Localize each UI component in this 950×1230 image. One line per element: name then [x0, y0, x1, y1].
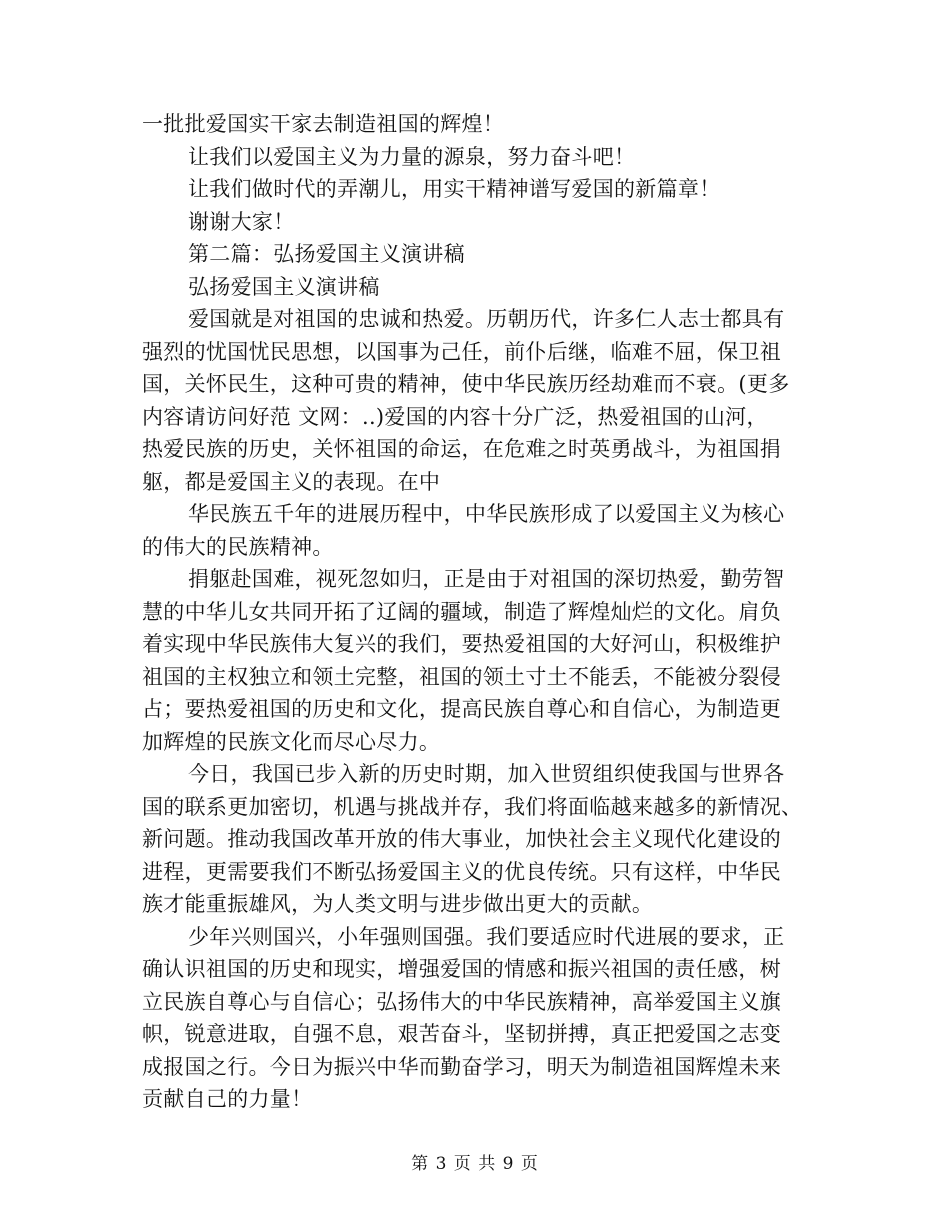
text-line: 内容请访问好范 文网：..)爱国的内容十分广泛，热爱祖国的山河， [142, 404, 768, 429]
text-line: 强烈的忧国忧民思想，以国事为己任，前仆后继，临难不屈，保卫祖 [142, 339, 781, 364]
page-footer: 第 3 页 共 9 页 [411, 1154, 539, 1174]
text-line: 贡献自己的力量！ [142, 1087, 313, 1111]
text-line: 着实现中华民族伟大复兴的我们，要热爱祖国的大好河山，积极维护 [142, 632, 781, 656]
text-line: 今日，我国已步入新的历史时期，加入世贸组织使我国与世界各 [188, 762, 785, 786]
text-line: 谢谢大家！ [188, 209, 295, 234]
text-line: 躯，都是爱国主义的表现。在中 [142, 469, 441, 494]
text-line: 华民族五千年的进展历程中，中华民族形成了以爱国主义为核心 [188, 502, 785, 526]
text-line: 的伟大的民族精神。 [142, 534, 334, 559]
text-line: 少年兴则国兴，小年强则国强。我们要适应时代进展的要求，正 [188, 924, 785, 949]
document-body [142, 108, 810, 1116]
text-line: 帜，锐意进取，自强不息，艰苦奋斗，坚韧拼搏，真正把爱国之志变 [142, 1022, 781, 1046]
text-line: 占；要热爱祖国的历史和文化，提高民族自尊心和自信心，为制造更 [142, 697, 781, 721]
text-line: 让我们做时代的弄潮儿，用实干精神谱写爱国的新篇章！ [188, 177, 721, 201]
text-line: 加辉煌的民族文化而尽心尽力。 [142, 729, 441, 754]
text-line: 爱国就是对祖国的忠诚和热爱。历朝历代，许多仁人志士都具有 [188, 307, 785, 331]
text-line: 新问题。推动我国改革开放的伟大事业，加快社会主义现代化建设的 [142, 827, 781, 851]
text-line: 国的联系更加密切，机遇与挑战并存，我们将面临越来越多的新情况、 [142, 794, 803, 819]
text-line: 慧的中华儿女共同开拓了辽阔的疆域，制造了辉煌灿烂的文化。肩负 [142, 599, 781, 624]
text-line: 确认识祖国的历史和现实，增强爱国的情感和振兴祖国的责任感，树 [142, 957, 781, 981]
text-line: 弘扬爱国主义演讲稿 [188, 274, 380, 299]
text-line: 一批批爱国实干家去制造祖国的辉煌！ [142, 112, 505, 136]
text-line: 成报国之行。今日为振兴中华而勤奋学习，明天为制造祖国辉煌未来 [142, 1054, 781, 1079]
text-line: 第二篇：弘扬爱国主义演讲稿 [188, 242, 465, 266]
text-line: 立民族自尊心与自信心；弘扬伟大的中华民族精神，高举爱国主义旗 [142, 989, 781, 1014]
text-line: 捐躯赴国难，视死忽如归，正是由于对祖国的深切热爱，勤劳智 [188, 567, 785, 591]
text-line: 祖国的主权独立和领土完整，祖国的领土寸土不能丢，不能被分裂侵 [142, 664, 781, 689]
text-line: 热爱民族的历史，关怀祖国的命运，在危难之时英勇战斗，为祖国捐 [142, 437, 781, 461]
text-line: 进程，更需要我们不断弘扬爱国主义的优良传统。只有这样，中华民 [142, 859, 781, 884]
text-line: 族才能重振雄风，为人类文明与进步做出更大的贡献。 [142, 892, 654, 916]
text-line: 国，关怀民生，这种可贵的精神，使中华民族历经劫难而不衰。(更多 [142, 372, 790, 396]
text-line: 让我们以爱国主义为力量的源泉，努力奋斗吧！ [188, 144, 636, 169]
